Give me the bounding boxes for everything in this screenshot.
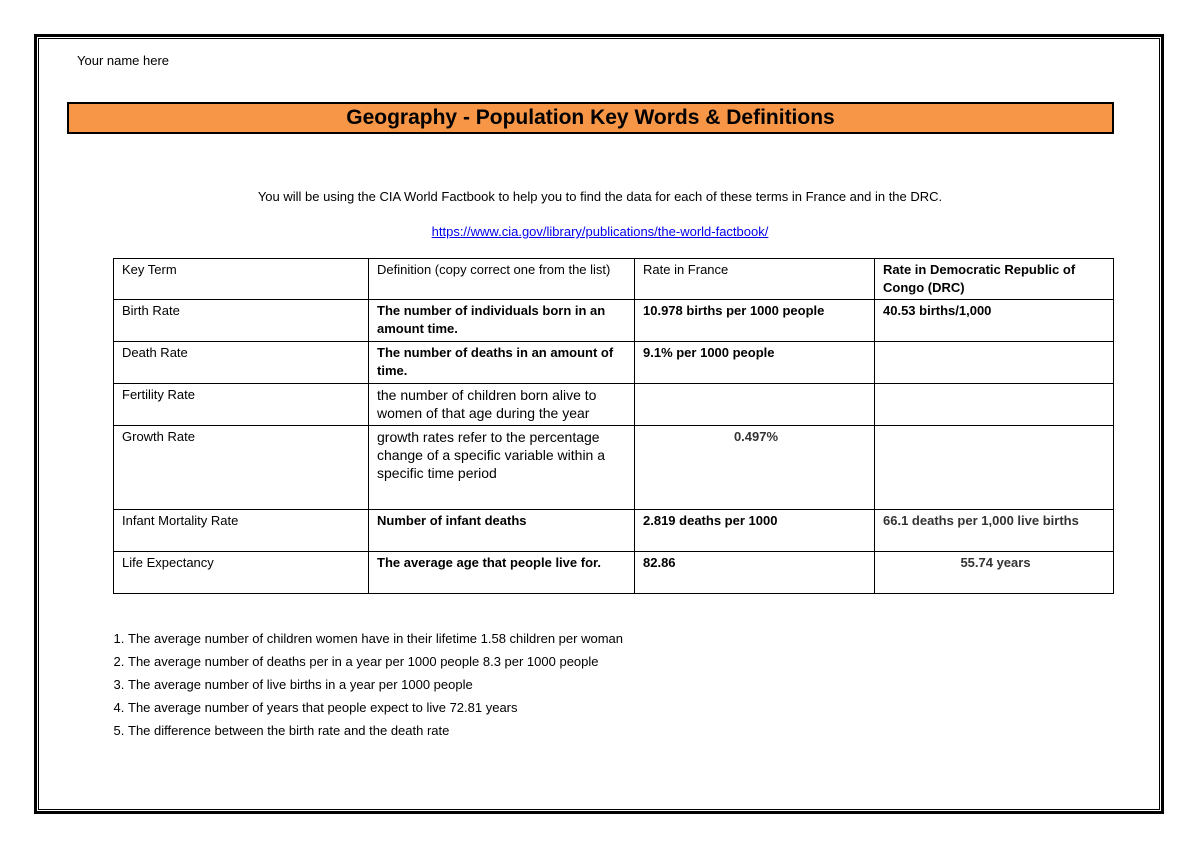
definition-cell[interactable]: The average age that people live for. (369, 552, 635, 594)
definition-cell[interactable]: growth rates refer to the percentage change of a specific variable within a specific time period (369, 426, 635, 510)
term-cell: Life Expectancy (114, 552, 369, 594)
table-row (114, 552, 1114, 594)
definition-cell[interactable]: Number of infant deaths (369, 510, 635, 552)
list-item: 2. The average number of deaths per in a year per 1000 people 8.3 per 1000 people (128, 653, 623, 670)
france-cell[interactable] (635, 384, 875, 426)
key-terms-table (113, 258, 1114, 594)
table-row (114, 342, 1114, 384)
table-row (114, 384, 1114, 426)
drc-cell[interactable]: 40.53 births/1,000 (875, 300, 1114, 342)
definition-cell[interactable]: The number of deaths in an amount of time. (369, 342, 635, 384)
drc-cell[interactable] (875, 426, 1114, 510)
france-cell[interactable]: 9.1% per 1000 people (635, 342, 875, 384)
header-definition: Definition (copy correct one from the list) (369, 259, 635, 300)
term-cell: Infant Mortality Rate (114, 510, 369, 552)
list-item: 4. The average number of years that people expect to live 72.81 years (128, 699, 623, 716)
france-cell[interactable]: 0.497% (635, 426, 875, 510)
table-header-row (114, 259, 1114, 300)
drc-cell[interactable]: 55.74 years (875, 552, 1114, 594)
list-item: 5. The difference between the birth rate and the death rate (128, 722, 623, 739)
list-item: 1. The average number of children women have in their lifetime 1.58 children per woman (128, 630, 623, 647)
france-cell[interactable]: 2.819 deaths per 1000 (635, 510, 875, 552)
table-row (114, 510, 1114, 552)
header-rate-france: Rate in France (635, 259, 875, 300)
header-key-term: Key Term (114, 259, 369, 300)
page-title: Geography - Population Key Words & Definitions (67, 102, 1114, 134)
france-cell[interactable]: 82.86 (635, 552, 875, 594)
intro-text: You will be using the CIA World Factbook to help you to find the data for each of these terms in France and in the DRC. (257, 189, 943, 204)
drc-cell[interactable] (875, 342, 1114, 384)
drc-cell[interactable] (875, 384, 1114, 426)
term-cell: Growth Rate (114, 426, 369, 510)
table-row (114, 300, 1114, 342)
definition-cell[interactable]: the number of children born alive to women of that age during the year (369, 384, 635, 426)
table-row (114, 426, 1114, 510)
term-cell: Birth Rate (114, 300, 369, 342)
term-cell: Fertility Rate (114, 384, 369, 426)
header-rate-drc: Rate in Democratic Republic of Congo (DRC) (875, 259, 1114, 300)
list-item: 3. The average number of live births in a year per 1000 people (128, 676, 623, 693)
drc-cell[interactable]: 66.1 deaths per 1,000 live births (875, 510, 1114, 552)
factbook-link[interactable]: https://www.cia.gov/library/publications/the-world-factbook/ (431, 224, 769, 239)
student-name: Your name here (77, 53, 170, 68)
definition-cell[interactable]: The number of individuals born in an amount time. (369, 300, 635, 342)
term-cell: Death Rate (114, 342, 369, 384)
france-cell[interactable]: 10.978 births per 1000 people (635, 300, 875, 342)
questions-list (95, 630, 623, 745)
